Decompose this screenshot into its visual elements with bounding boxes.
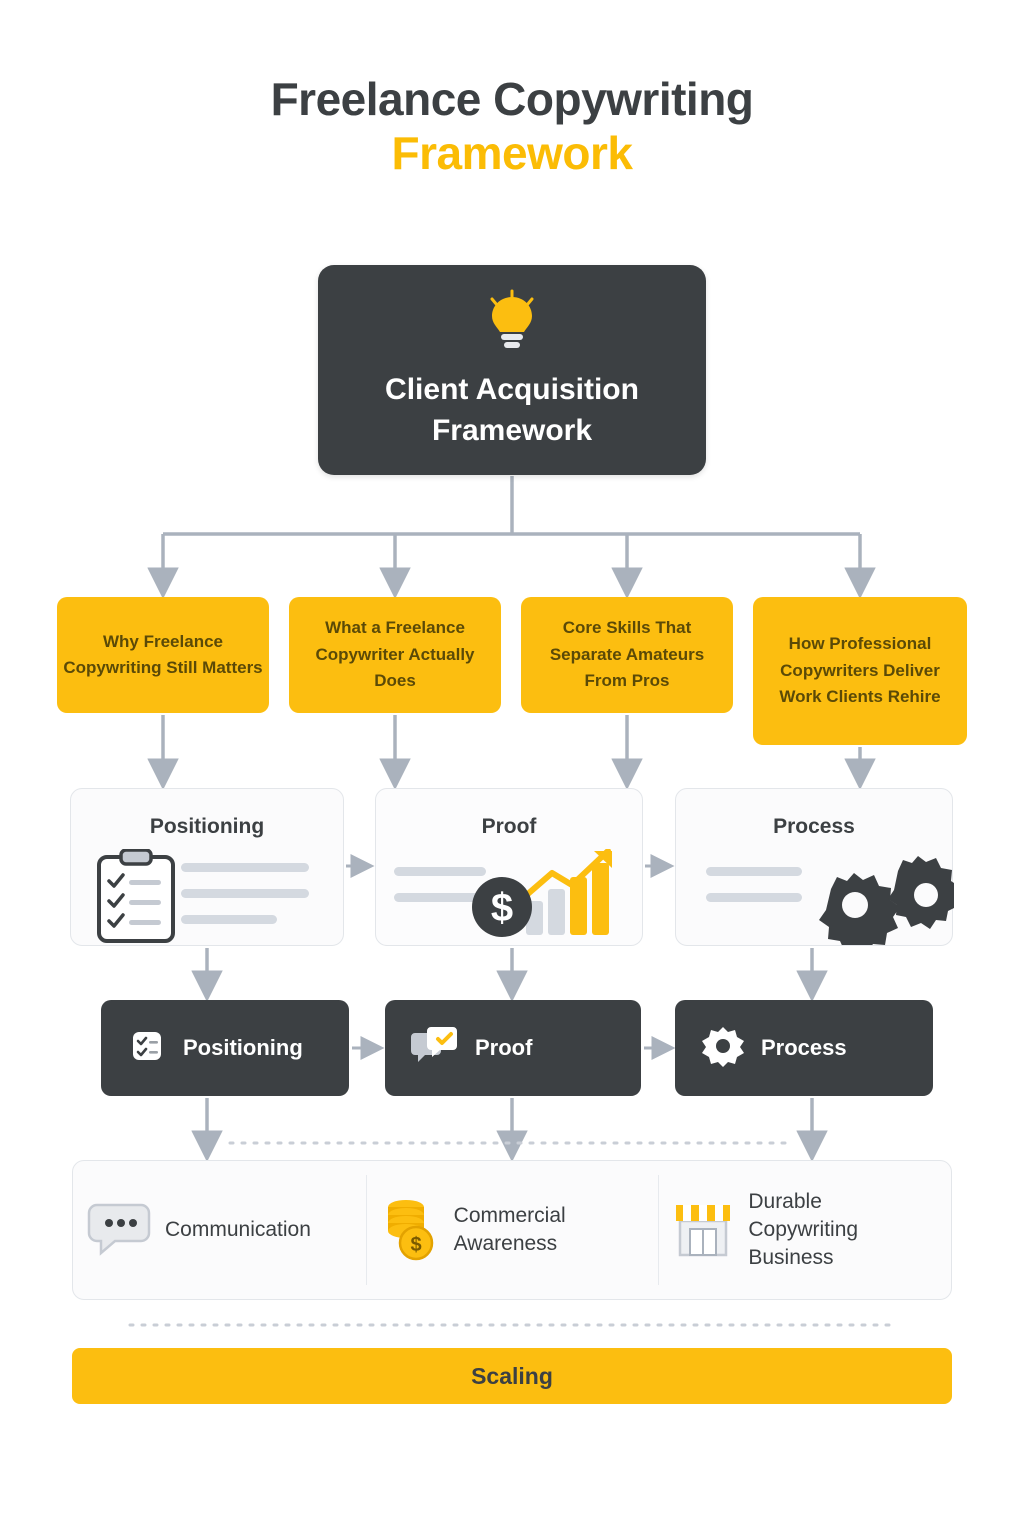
outcome-communication[interactable] — [73, 1161, 366, 1299]
title-line-2: Framework — [391, 127, 633, 180]
outcome-label-line-2: Copywriting — [748, 1218, 859, 1242]
card-positioning[interactable] — [70, 788, 344, 946]
pillar-how-professional-copywriters-deliver-work-clients-rehire[interactable] — [753, 597, 967, 745]
pillar-core-skills-that-separate-amateurs-from-pros[interactable] — [521, 597, 733, 713]
pillar-label: What a Freelance Copywriter Actually Does — [315, 618, 475, 691]
card-title: Positioning — [149, 815, 265, 838]
scaling-bar[interactable] — [72, 1348, 952, 1404]
root-node-client-acquisition-framework[interactable] — [318, 265, 706, 475]
svg-text:$: $ — [490, 886, 514, 930]
outcome-durable-copywriting-business[interactable] — [658, 1161, 951, 1299]
outcome-label — [454, 1202, 566, 1257]
outcome-label — [748, 1188, 858, 1271]
storefront-icon — [672, 1195, 734, 1266]
scaling-label: Scaling — [471, 1362, 553, 1389]
pill-label: Positioning — [183, 1035, 303, 1060]
outcome-label-line-1: Commercial — [453, 1204, 566, 1228]
checklist-icon — [127, 1026, 167, 1071]
card-title: Process — [773, 815, 855, 838]
pill-label: Process — [761, 1035, 847, 1060]
clipboard-checklist-icon — [71, 849, 343, 945]
pillar-why-freelance-copywriting-still-matters[interactable] — [57, 597, 269, 713]
pill-positioning[interactable] — [101, 1000, 349, 1096]
gears-icon — [676, 849, 952, 945]
gear-icon — [701, 1024, 745, 1073]
card-title: Proof — [481, 815, 537, 838]
coins-icon — [380, 1195, 440, 1266]
lightbulb-icon — [483, 289, 541, 356]
card-process[interactable] — [675, 788, 953, 946]
page-title — [0, 72, 1024, 181]
pillar-label: Core Skills That Separate Amateurs From Pros — [549, 618, 705, 691]
pill-label: Proof — [475, 1035, 533, 1060]
chat-bubble-dots-icon — [87, 1199, 151, 1262]
root-node-label — [385, 370, 639, 451]
pillar-what-a-freelance-copywriter-actually-does[interactable] — [289, 597, 501, 713]
outcome-label-line-3: Business — [748, 1245, 834, 1269]
root-label-line-2: Framework — [431, 413, 593, 447]
pill-process[interactable] — [675, 1000, 933, 1096]
outcome-band — [72, 1160, 952, 1300]
title-line-1: Freelance Copywriting — [270, 73, 754, 125]
outcome-label: Communication — [165, 1218, 311, 1242]
card-proof[interactable] — [375, 788, 643, 946]
outcome-label-line-1: Durable — [748, 1190, 822, 1214]
svg-text:$: $ — [410, 1233, 422, 1256]
outcome-commercial-awareness[interactable] — [366, 1161, 659, 1299]
outcome-label-line-2: Awareness — [453, 1232, 558, 1255]
pillar-label: Why Freelance Copywriting Still Matters — [63, 631, 263, 677]
pill-proof[interactable] — [385, 1000, 641, 1096]
growth-chart-dollar-icon — [376, 849, 642, 945]
root-label-line-1: Client Acquisition — [385, 373, 639, 406]
chat-check-icon — [411, 1025, 459, 1072]
pillar-label: How Professional Copywriters Deliver Work Clients Rehire — [779, 634, 941, 707]
